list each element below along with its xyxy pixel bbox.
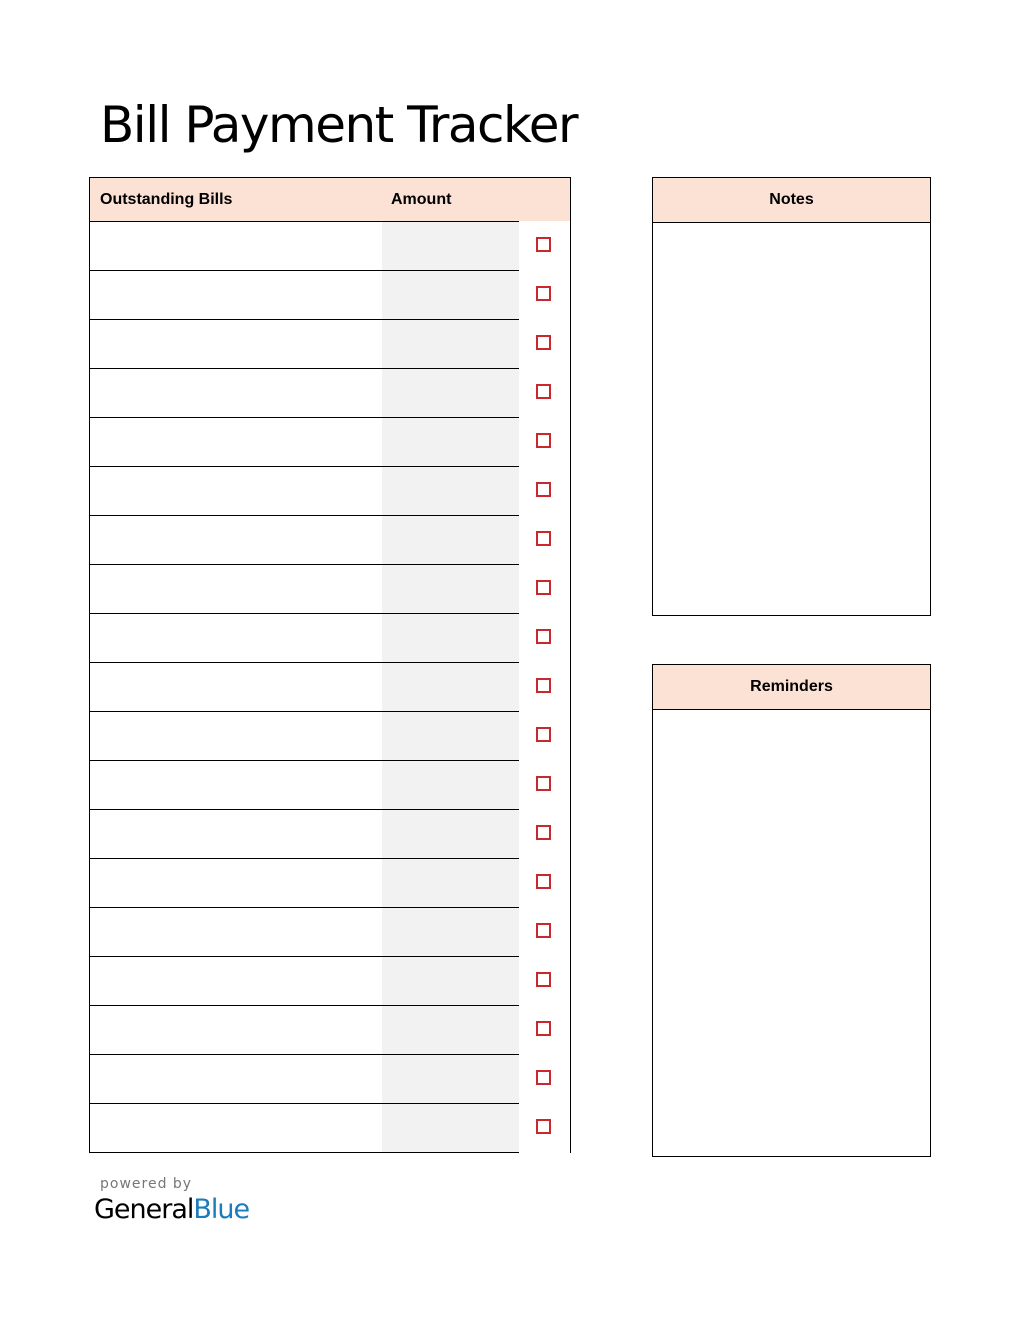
checkbox-cell bbox=[519, 809, 570, 859]
table-row bbox=[90, 859, 570, 908]
amount-cell[interactable] bbox=[382, 1055, 519, 1103]
table-row bbox=[90, 1006, 570, 1055]
paid-checkbox[interactable] bbox=[536, 1119, 551, 1134]
bill-cell[interactable] bbox=[90, 1055, 382, 1103]
bill-cell[interactable] bbox=[90, 614, 382, 662]
paid-checkbox[interactable] bbox=[536, 286, 551, 301]
checkbox-cell bbox=[519, 515, 570, 565]
generalblue-logo bbox=[94, 1194, 249, 1225]
table-row bbox=[90, 663, 570, 712]
paid-checkbox[interactable] bbox=[536, 237, 551, 252]
bill-cell[interactable] bbox=[90, 222, 382, 270]
bill-cell[interactable] bbox=[90, 1104, 382, 1152]
amount-cell[interactable] bbox=[382, 467, 519, 515]
table-row bbox=[90, 908, 570, 957]
paid-checkbox[interactable] bbox=[536, 531, 551, 546]
checkbox-cell bbox=[519, 1005, 570, 1055]
bill-cell[interactable] bbox=[90, 369, 382, 417]
checkbox-cell bbox=[519, 956, 570, 1006]
amount-cell[interactable] bbox=[382, 369, 519, 417]
amount-cell[interactable] bbox=[382, 810, 519, 858]
amount-cell[interactable] bbox=[382, 565, 519, 613]
bill-cell[interactable] bbox=[90, 712, 382, 760]
paid-checkbox[interactable] bbox=[536, 629, 551, 644]
paid-checkbox[interactable] bbox=[536, 972, 551, 987]
bill-cell[interactable] bbox=[90, 418, 382, 466]
reminders-header: Reminders bbox=[653, 665, 930, 710]
bill-cell[interactable] bbox=[90, 320, 382, 368]
paid-checkbox[interactable] bbox=[536, 874, 551, 889]
checkbox-cell bbox=[519, 711, 570, 761]
bill-cell[interactable] bbox=[90, 663, 382, 711]
paid-checkbox[interactable] bbox=[536, 580, 551, 595]
checkbox-cell bbox=[519, 221, 570, 271]
amount-cell[interactable] bbox=[382, 614, 519, 662]
table-body bbox=[90, 222, 570, 1152]
bill-cell[interactable] bbox=[90, 810, 382, 858]
checkbox-cell bbox=[519, 1103, 570, 1153]
paid-checkbox[interactable] bbox=[536, 678, 551, 693]
bill-cell[interactable] bbox=[90, 467, 382, 515]
amount-cell[interactable] bbox=[382, 1006, 519, 1054]
reminders-box bbox=[652, 664, 931, 1157]
paid-checkbox[interactable] bbox=[536, 923, 551, 938]
paid-checkbox[interactable] bbox=[536, 776, 551, 791]
notes-header: Notes bbox=[653, 178, 930, 223]
table-row bbox=[90, 467, 570, 516]
table-row bbox=[90, 957, 570, 1006]
header-outstanding-bills: Outstanding Bills bbox=[100, 191, 233, 208]
amount-cell[interactable] bbox=[382, 1104, 519, 1152]
checkbox-cell bbox=[519, 662, 570, 712]
checkbox-cell bbox=[519, 1054, 570, 1104]
bill-cell[interactable] bbox=[90, 859, 382, 907]
paid-checkbox[interactable] bbox=[536, 727, 551, 742]
brand-blue: Blue bbox=[193, 1194, 250, 1225]
checkbox-cell bbox=[519, 319, 570, 369]
bill-cell[interactable] bbox=[90, 1006, 382, 1054]
bill-cell[interactable] bbox=[90, 761, 382, 809]
amount-cell[interactable] bbox=[382, 663, 519, 711]
checkbox-cell bbox=[519, 613, 570, 663]
amount-cell[interactable] bbox=[382, 859, 519, 907]
table-row bbox=[90, 369, 570, 418]
checkbox-cell bbox=[519, 417, 570, 467]
amount-cell[interactable] bbox=[382, 761, 519, 809]
bills-table bbox=[89, 177, 571, 1153]
checkbox-cell bbox=[519, 466, 570, 516]
bill-cell[interactable] bbox=[90, 565, 382, 613]
checkbox-cell bbox=[519, 760, 570, 810]
paid-checkbox[interactable] bbox=[536, 433, 551, 448]
amount-cell[interactable] bbox=[382, 908, 519, 956]
amount-cell[interactable] bbox=[382, 957, 519, 1005]
table-row bbox=[90, 712, 570, 761]
checkbox-cell bbox=[519, 564, 570, 614]
table-row bbox=[90, 271, 570, 320]
amount-cell[interactable] bbox=[382, 712, 519, 760]
table-row bbox=[90, 418, 570, 467]
paid-checkbox[interactable] bbox=[536, 335, 551, 350]
checkbox-cell bbox=[519, 858, 570, 908]
bill-cell[interactable] bbox=[90, 957, 382, 1005]
paid-checkbox[interactable] bbox=[536, 1070, 551, 1085]
bill-cell[interactable] bbox=[90, 271, 382, 319]
notes-box bbox=[652, 177, 931, 616]
amount-cell[interactable] bbox=[382, 320, 519, 368]
table-row bbox=[90, 516, 570, 565]
table-header bbox=[90, 178, 570, 222]
table-row bbox=[90, 320, 570, 369]
table-row bbox=[90, 614, 570, 663]
checkbox-cell bbox=[519, 270, 570, 320]
amount-cell[interactable] bbox=[382, 271, 519, 319]
checkbox-cell bbox=[519, 907, 570, 957]
reminders-area[interactable] bbox=[653, 710, 930, 1156]
amount-cell[interactable] bbox=[382, 222, 519, 270]
paid-checkbox[interactable] bbox=[536, 482, 551, 497]
header-amount: Amount bbox=[391, 191, 452, 208]
brand-general: General bbox=[94, 1194, 194, 1225]
page-title: Bill Payment Tracker bbox=[100, 96, 578, 154]
table-row bbox=[90, 1055, 570, 1104]
table-row bbox=[90, 222, 570, 271]
checkbox-cell bbox=[519, 368, 570, 418]
notes-area[interactable] bbox=[653, 223, 930, 615]
paid-checkbox[interactable] bbox=[536, 1021, 551, 1036]
paid-checkbox[interactable] bbox=[536, 825, 551, 840]
table-row bbox=[90, 565, 570, 614]
amount-cell[interactable] bbox=[382, 418, 519, 466]
table-row bbox=[90, 810, 570, 859]
table-row bbox=[90, 761, 570, 810]
bill-cell[interactable] bbox=[90, 908, 382, 956]
paid-checkbox[interactable] bbox=[536, 384, 551, 399]
table-row bbox=[90, 1104, 570, 1152]
amount-cell[interactable] bbox=[382, 516, 519, 564]
powered-by-text: powered by bbox=[100, 1176, 193, 1192]
bill-cell[interactable] bbox=[90, 516, 382, 564]
